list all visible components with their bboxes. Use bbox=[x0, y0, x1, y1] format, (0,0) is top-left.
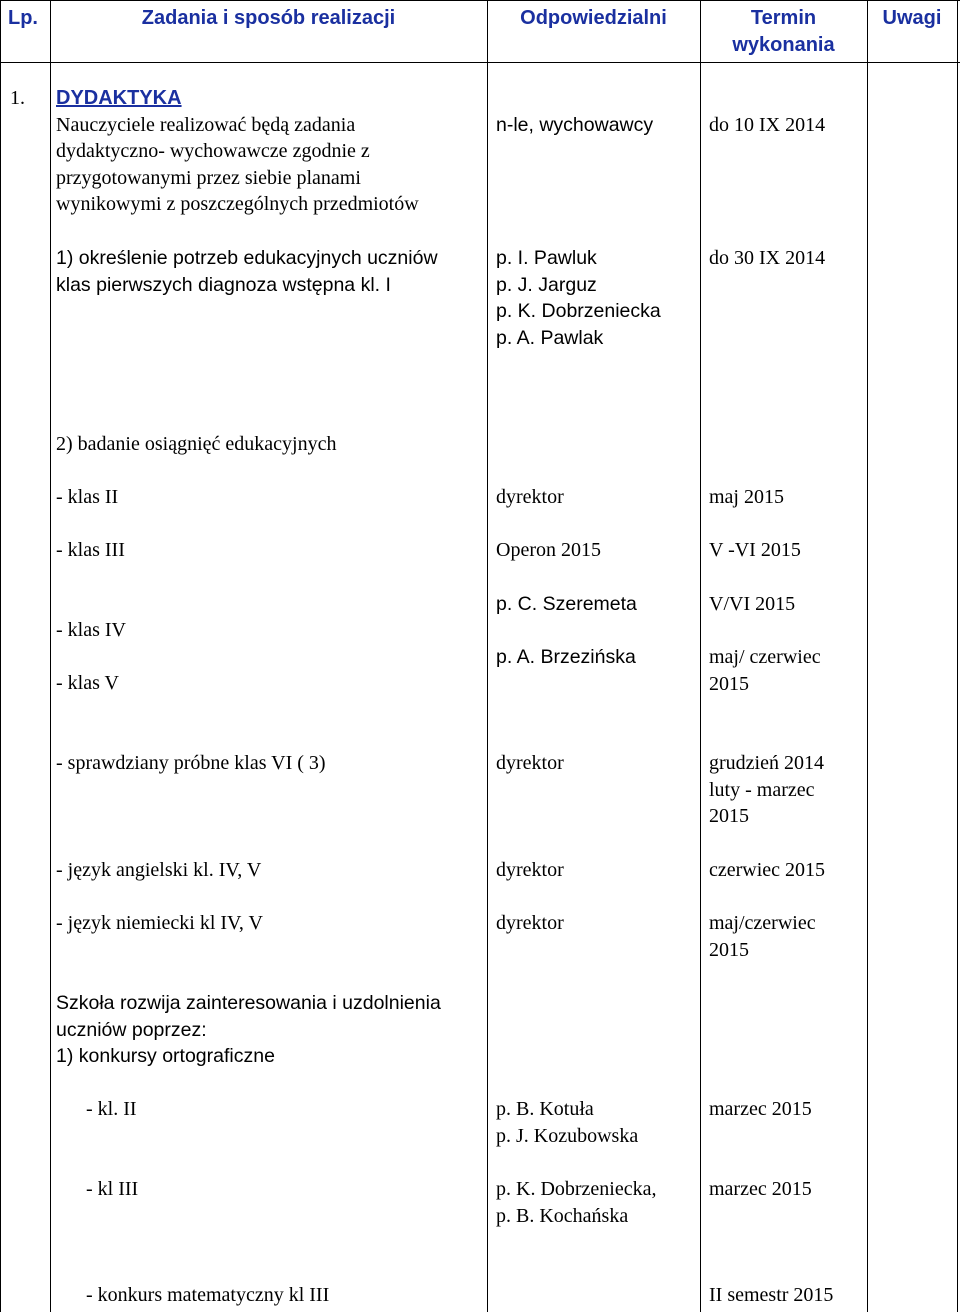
column-divider-lp bbox=[50, 0, 51, 1312]
item1-text bbox=[56, 245, 438, 298]
header-term-line2: wykonania bbox=[732, 33, 835, 56]
klas-ii-date: maj 2015 bbox=[709, 486, 784, 508]
column-divider-term bbox=[867, 0, 868, 1312]
intro-date: do 10 IX 2014 bbox=[709, 114, 826, 136]
interests-line-3: 1) konkursy ortograficzne bbox=[56, 1045, 275, 1067]
niemiecki-responsible: dyrektor bbox=[496, 912, 564, 934]
klas-v-date-line-2: 2015 bbox=[709, 672, 749, 695]
header-notes: Uwagi bbox=[882, 7, 942, 29]
item2-title: 2) badanie osiągnięć edukacyjnych bbox=[56, 433, 337, 455]
header-tasks: Zadania i sposób realizacji bbox=[141, 7, 396, 29]
angielski-task: - język angielski kl. IV, V bbox=[56, 859, 262, 881]
header-divider bbox=[0, 62, 960, 63]
sprawdziany-date-line-3: 2015 bbox=[709, 805, 749, 827]
kl2-responsible bbox=[496, 1096, 638, 1149]
interests-line-2: uczniów poprzez: bbox=[56, 1018, 207, 1041]
klas-iii-date: V -VI 2015 bbox=[709, 539, 801, 561]
interests-text bbox=[56, 990, 441, 1070]
klas-ii-task: - klas II bbox=[56, 486, 119, 508]
klas-v-date bbox=[709, 644, 821, 697]
header-term-line1: Termin bbox=[750, 7, 817, 29]
intro-line-1: Nauczyciele realizować będą zadania bbox=[56, 113, 356, 136]
intro-responsible: n-le, wychowawcy bbox=[496, 114, 654, 136]
item1-resp-1: p. I. Pawluk bbox=[496, 247, 597, 269]
item1-responsible bbox=[496, 245, 661, 351]
kl2-resp-1: p. B. Kotuła bbox=[496, 1098, 594, 1120]
sprawdziany-date-line-1: grudzień 2014 bbox=[709, 752, 824, 774]
sprawdziany-date-line-2: luty - marzec bbox=[709, 778, 815, 801]
sprawdziany-task: - sprawdziany próbne klas VI ( 3) bbox=[56, 752, 326, 774]
klas-iv-task: - klas IV bbox=[56, 619, 126, 641]
klas-iii-task: - klas III bbox=[56, 539, 125, 561]
section-number: 1. bbox=[10, 87, 25, 109]
item1-date: do 30 IX 2014 bbox=[709, 247, 826, 269]
intro-line-2: dydaktyczno- wychowawcze zgodnie z bbox=[56, 140, 370, 162]
kl3-date: marzec 2015 bbox=[709, 1178, 812, 1200]
kl2-resp-2: p. J. Kozubowska bbox=[496, 1124, 639, 1147]
column-divider-responsible bbox=[700, 0, 701, 1312]
header-responsible: Odpowiedzialni bbox=[520, 7, 667, 29]
angielski-responsible: dyrektor bbox=[496, 859, 564, 881]
niemiecki-date-line-1: maj/czerwiec bbox=[709, 912, 816, 934]
kl2-task: - kl. II bbox=[86, 1098, 137, 1120]
klas-v-task: - klas V bbox=[56, 672, 119, 694]
intro-line-4: wynikowymi z poszczególnych przedmiotów bbox=[56, 193, 419, 215]
intro-line-3: przygotowanymi przez siebie planami bbox=[56, 166, 361, 189]
kl3-resp-2: p. B. Kochańska bbox=[496, 1204, 629, 1227]
item1-resp-3: p. K. Dobrzeniecka bbox=[496, 300, 661, 322]
kl3-task: - kl III bbox=[86, 1178, 139, 1200]
kl3-responsible bbox=[496, 1176, 657, 1229]
niemiecki-date-line-2: 2015 bbox=[709, 938, 749, 961]
interests-line-1: Szkoła rozwija zainteresowania i uzdolnienia bbox=[56, 992, 441, 1014]
item1-line-2: klas pierwszych diagnoza wstępna kl. I bbox=[56, 273, 391, 296]
kl3-resp-1: p. K. Dobrzeniecka, bbox=[496, 1178, 657, 1200]
item1-line-1: 1) określenie potrzeb edukacyjnych uczniów bbox=[56, 247, 438, 269]
kl2-date: marzec 2015 bbox=[709, 1098, 812, 1120]
klas-v-responsible: p. A. Brzezińska bbox=[496, 646, 636, 668]
niemiecki-date bbox=[709, 910, 816, 963]
niemiecki-task: - język niemiecki kl IV, V bbox=[56, 912, 263, 934]
item1-resp-2: p. J. Jarguz bbox=[496, 273, 597, 296]
column-divider-tasks bbox=[487, 0, 488, 1312]
table-border-top bbox=[0, 0, 960, 1]
math-contest-date: II semestr 2015 bbox=[709, 1284, 834, 1306]
header-term bbox=[700, 5, 867, 58]
section-title: DYDAKTYKA bbox=[56, 87, 182, 109]
table-border-left bbox=[0, 0, 1, 1312]
sprawdziany-responsible: dyrektor bbox=[496, 752, 564, 774]
klas-ii-responsible: dyrektor bbox=[496, 486, 564, 508]
klas-iii-responsible: Operon 2015 bbox=[496, 539, 601, 561]
item1-resp-4: p. A. Pawlak bbox=[496, 326, 604, 349]
section-intro bbox=[56, 85, 419, 218]
table-border-right bbox=[957, 0, 958, 1312]
header-lp: Lp. bbox=[8, 7, 38, 29]
math-contest-task: - konkurs matematyczny kl III bbox=[86, 1284, 330, 1306]
klas-v-date-line-1: maj/ czerwiec bbox=[709, 646, 821, 668]
klas-iv-date: V/VI 2015 bbox=[709, 593, 796, 615]
klas-iv-responsible: p. C. Szeremeta bbox=[496, 593, 637, 615]
angielski-date: czerwiec 2015 bbox=[709, 859, 826, 881]
sprawdziany-date bbox=[709, 750, 824, 830]
